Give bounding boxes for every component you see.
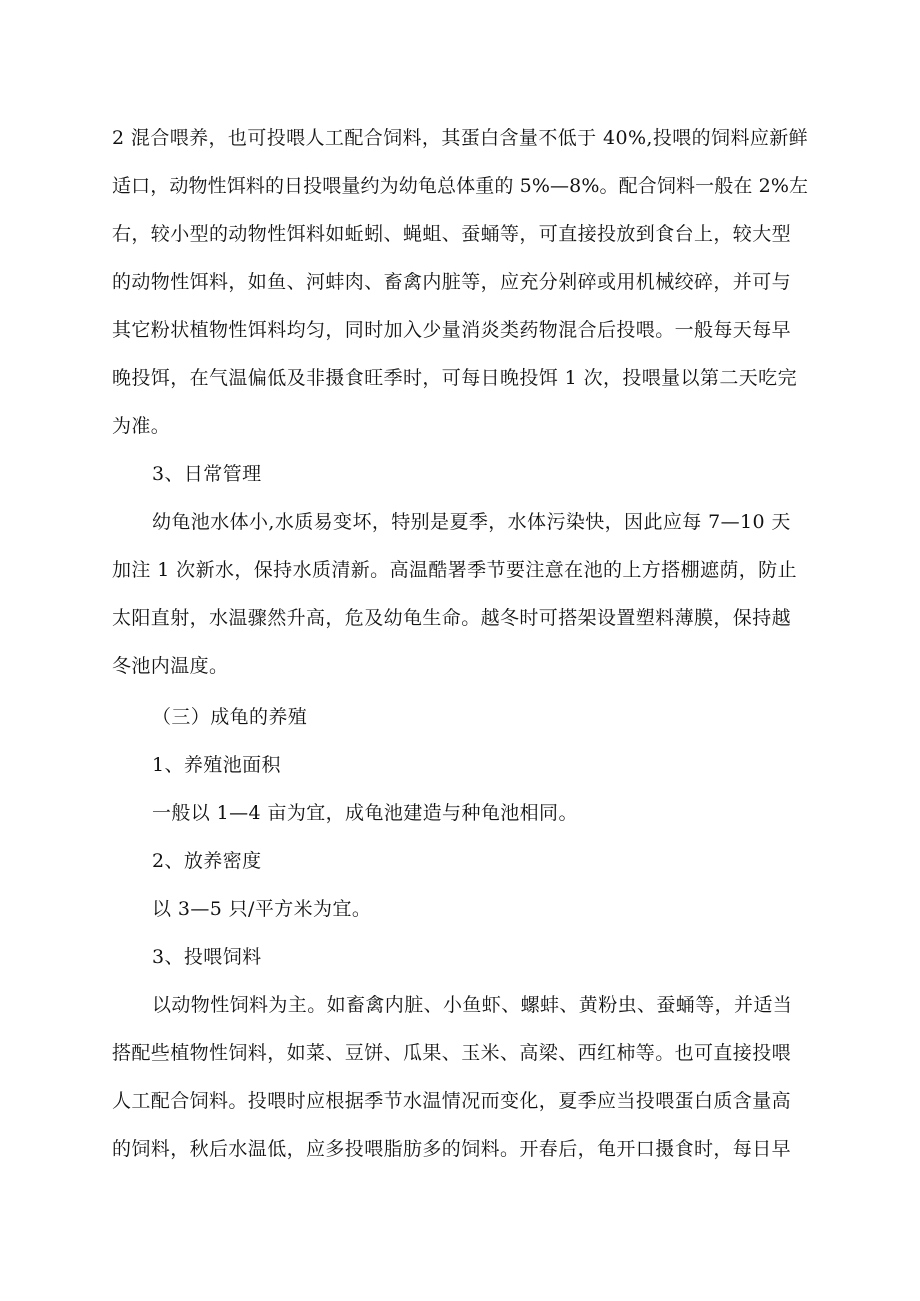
section-heading-feeding: 3、投喂饲料	[152, 946, 262, 968]
text-line-1: 2 混合喂养，也可投喂人工配合饲料，其蛋白含量不低于 40%,投喂的饲料应新鲜	[112, 127, 809, 149]
section-heading-daily-management: 3、日常管理	[152, 463, 262, 485]
text-line-6: 晚投饵，在气温偏低及非摄食旺季时，可每日晚投饵 1 次，投喂量以第二天吃完	[112, 367, 797, 389]
text-line-15: 一般以 1—4 亩为宜，成龟池建造与种龟池相同。	[152, 802, 578, 824]
text-line-21: 人工配合饲料。投喂时应根据季节水温情况而变化，夏季应当投喂蛋白质含量高	[112, 1090, 792, 1112]
section-heading-adult-turtle: （三）成龟的养殖	[152, 706, 308, 728]
section-heading-stocking-density: 2、放养密度	[152, 850, 262, 872]
text-line-19: 以动物性饲料为主。如畜禽内脏、小鱼虾、螺蚌、黄粉虫、蚕蛹等，并适当	[152, 994, 793, 1016]
text-line-22: 的饲料，秋后水温低，应多投喂脂肪多的饲料。开春后，龟开口摄食时，每日早	[112, 1138, 792, 1160]
text-line-5: 其它粉状植物性饵料均匀，同时加入少量消炎类药物混合后投喂。一般每天每早	[112, 319, 792, 341]
section-heading-pond-area: 1、养殖池面积	[152, 754, 281, 776]
text-line-7: 为准。	[112, 415, 171, 437]
text-line-9: 幼龟池水体小,水质易变坏，特别是夏季，水体污染快，因此应每 7—10 天	[152, 511, 791, 533]
text-line-11: 太阳直射，水温骤然升高，危及幼龟生命。越冬时可搭架设置塑料薄膜，保持越	[112, 607, 792, 629]
text-line-4: 的动物性饵料，如鱼、河蚌肉、畜禽内脏等，应充分剁碎或用机械绞碎，并可与	[112, 271, 792, 293]
text-line-2: 适口，动物性饵料的日投喂量约为幼龟总体重的 5%—8%。配合饲料一般在 2%左	[112, 175, 809, 197]
text-line-3: 右，较小型的动物性饵料如蚯蚓、蝇蛆、蚕蛹等，可直接投放到食台上，较大型	[112, 223, 792, 245]
text-line-20: 搭配些植物性饲料，如菜、豆饼、瓜果、玉米、高梁、西红柿等。也可直接投喂	[112, 1042, 792, 1064]
text-line-12: 冬池内温度。	[112, 655, 229, 677]
text-line-17: 以 3—5 只/平方米为宜。	[152, 898, 372, 920]
text-line-10: 加注 1 次新水，保持水质清新。高温酷署季节要注意在池的上方搭棚遮荫，防止	[112, 559, 797, 581]
